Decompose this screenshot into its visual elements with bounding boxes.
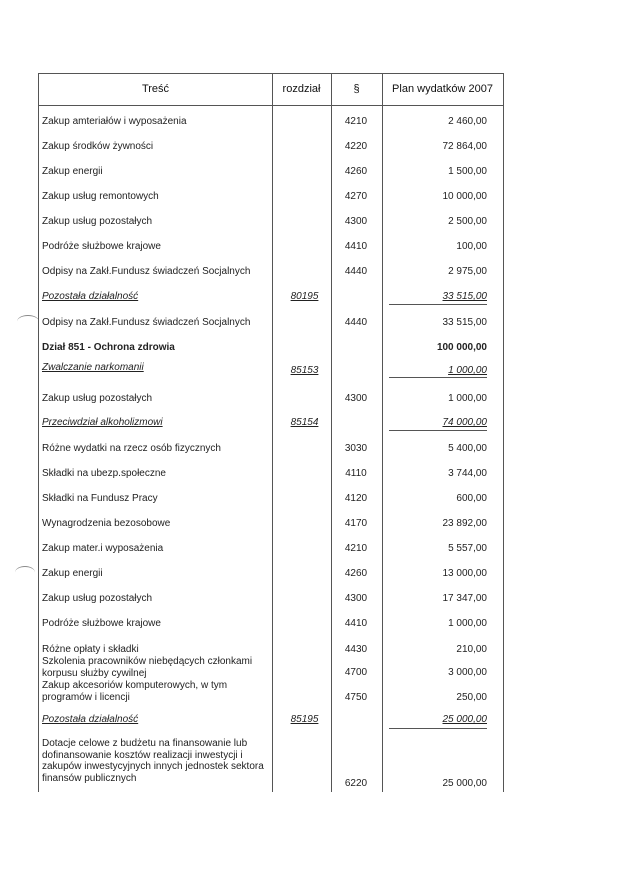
cell-tresc: Zakup amteriałów i wyposażenia [42,116,187,127]
cell-kwota: 17 347,00 [442,593,487,604]
cell-paragraf: 4410 [344,241,368,252]
cell-paragraf: 4430 [344,644,368,655]
cell-paragraf: 6220 [344,778,368,789]
cell-kwota: 250,00 [456,692,487,703]
cell-kwota: 5 557,00 [448,543,487,554]
header-plan: Plan wydatków 2007 [392,83,493,95]
subtotal-rule [389,430,487,431]
cell-paragraf: 4220 [344,141,368,152]
cell-kwota: 72 864,00 [442,141,487,152]
cell-tresc: programów i licencji [42,692,130,703]
cell-kwota: 2 975,00 [448,266,487,277]
subtotal-rule [389,728,487,729]
cell-tresc: Zwalczanie narkomanii [42,362,144,373]
cell-kwota: 25 000,00 [442,714,487,725]
cell-kwota: 210,00 [456,644,487,655]
cell-kwota: 1 500,00 [448,166,487,177]
cell-tresc: Zakup mater.i wyposażenia [42,543,164,554]
cell-paragraf: 3030 [344,443,368,454]
cell-kwota: 3 744,00 [448,468,487,479]
cell-tresc: Podróże służbowe krajowe [42,618,161,629]
cell-tresc: Pozostała działalność [42,291,139,302]
header-paragraf: § [353,83,360,95]
cell-tresc: Odpisy na Zakł.Fundusz świadczeń Socjalnych [42,266,251,277]
cell-tresc: Odpisy na Zakł.Fundusz świadczeń Socjalnych [42,317,251,328]
cell-tresc: Zakup energii [42,568,103,579]
cell-paragraf: 4210 [344,116,368,127]
cell-paragraf: 4110 [345,468,367,479]
cell-kwota: 2 500,00 [448,216,487,227]
header-rozdzial: rozdział [282,83,321,95]
cell-paragraf: 4300 [344,393,368,404]
cell-tresc: Przeciwdział alkoholizmowi [42,417,163,428]
cell-kwota: 1 000,00 [448,618,487,629]
cell-tresc: Wynagrodzenia bezosobowe [42,518,171,529]
cell-kwota: 1 000,00 [448,365,487,376]
cell-tresc: korpusu służby cywilnej [42,668,147,679]
cell-paragraf: 4440 [344,266,368,277]
cell-tresc: Składki na ubezp.społeczne [42,468,166,479]
cell-paragraf: 4120 [344,493,368,504]
cell-paragraf: 4210 [344,543,368,554]
cell-kwota: 5 400,00 [448,443,487,454]
cell-kwota: 33 515,00 [442,291,487,302]
cell-paragraf: 4410 [344,618,368,629]
cell-kwota: 100 000,00 [436,342,487,353]
cell-kwota: 13 000,00 [442,568,487,579]
cell-paragraf: 4440 [344,317,368,328]
cell-rozdzial: 85154 [290,417,319,428]
cell-tresc: Pozostała działalność [42,714,139,725]
cell-paragraf: 4170 [344,518,368,529]
scan-mark [17,315,39,328]
cell-tresc: Dział 851 - Ochrona zdrowia [42,342,175,353]
cell-tresc: Zakup usług pozostałych [42,593,153,604]
cell-kwota: 33 515,00 [442,317,487,328]
header-tresc: Treść [141,83,170,95]
cell-tresc: Dotacje celowe z budżetu na finansowanie lub dofinansowanie kosztów realizacji inwestycji i zakupów inwestycyjnych innych jednostek sektora finansów publicznych [42,738,264,784]
cell-tresc: Różne opłaty i składki [42,644,139,655]
cell-paragraf: 4260 [344,166,368,177]
cell-paragraf: 4300 [344,593,368,604]
cell-kwota: 25 000,00 [442,778,487,789]
cell-kwota: 100,00 [456,241,487,252]
cell-kwota: 2 460,00 [448,116,487,127]
cell-kwota: 10 000,00 [442,191,487,202]
cell-paragraf: 4750 [344,692,368,703]
subtotal-rule [389,304,487,305]
cell-paragraf: 4270 [344,191,368,202]
cell-rozdzial: 80195 [290,291,319,302]
cell-tresc: Składki na Fundusz Pracy [42,493,158,504]
cell-rozdzial: 85195 [290,714,319,725]
cell-tresc: Różne wydatki na rzecz osób fizycznych [42,443,221,454]
cell-kwota: 3 000,00 [448,667,487,678]
cell-tresc: Zakup akcesoriów komputerowych, w tym [42,680,228,691]
cell-tresc: Zakup usług pozostałych [42,216,153,227]
cell-tresc: Zakup środków żywności [42,141,154,152]
cell-tresc: Zakup usług remontowych [42,191,159,202]
subtotal-rule [389,377,487,378]
cell-tresc: Szkolenia pracowników niebędących członkami [42,656,253,667]
cell-kwota: 23 892,00 [442,518,487,529]
cell-kwota: 74 000,00 [442,417,487,428]
cell-paragraf: 4700 [344,667,368,678]
cell-tresc: Zakup usług pozostałych [42,393,153,404]
cell-kwota: 600,00 [456,493,487,504]
budget-table [38,73,504,792]
cell-paragraf: 4300 [344,216,368,227]
cell-tresc: Zakup energii [42,166,103,177]
cell-tresc: Podróże służbowe krajowe [42,241,161,252]
scan-mark [15,566,35,579]
cell-paragraf: 4260 [344,568,368,579]
cell-rozdzial: 85153 [290,365,319,376]
cell-kwota: 1 000,00 [448,393,487,404]
